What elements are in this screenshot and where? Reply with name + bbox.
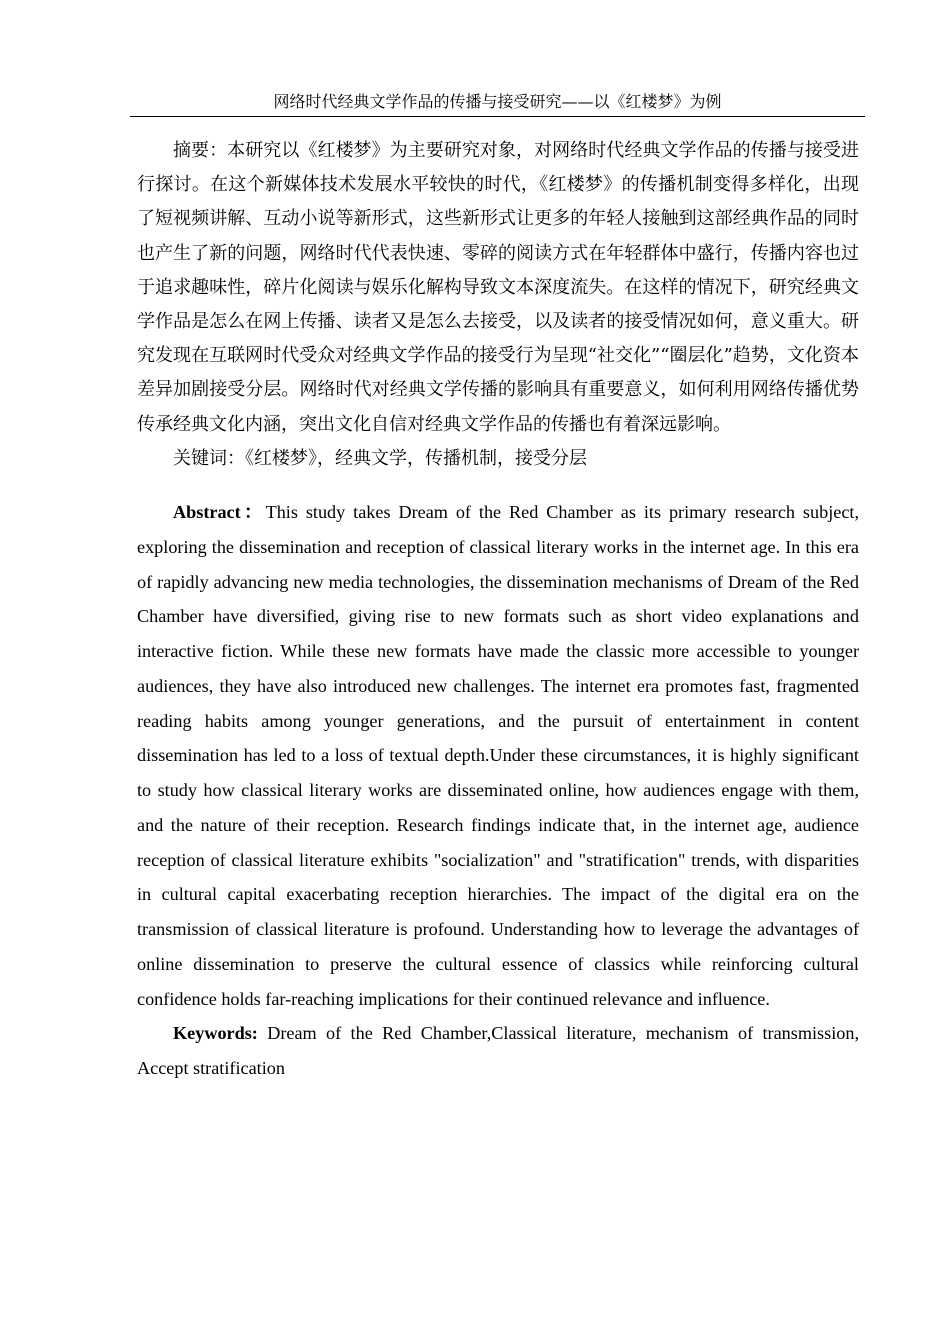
english-abstract-label: Abstract： xyxy=(173,502,266,523)
chinese-abstract-label: 摘要： xyxy=(173,140,228,161)
running-header-title: 网络时代经典文学作品的传播与接受研究——以《红楼梦》为例 xyxy=(273,92,722,111)
chinese-keywords-text: 《红楼梦》，经典文学，传播机制，接受分层 xyxy=(245,447,587,469)
chinese-abstract xyxy=(137,134,859,442)
chinese-keywords xyxy=(137,442,859,476)
english-section xyxy=(137,495,859,1086)
chinese-keywords-label: 关键词： xyxy=(173,447,245,469)
english-abstract xyxy=(137,495,859,1016)
english-keywords-text: Dream of the Red Chamber,Classical literature, mechanism of transmission, Accept stratification xyxy=(137,1023,859,1079)
chinese-abstract-text: 本研究以《红楼梦》为主要研究对象，对网络时代经典文学作品的传播与接受进行探讨。在这个新媒体技术发展水平较快的时代，《红楼梦》的传播机制变得多样化，出现了短视频讲解、互动小说等新形式，这些新形式让更多的年轻人接触到这部经典作品的同时也产生了新的问题，网络时代代表快速、零碎的阅读方式在年轻群体中盛行，传播内容也过于追求趣味性，碎片化阅读与娱乐化解构导致文本深度流失。在这样的情况下，研究经典文学作品是怎么在网上传播、读者又是怎么去接受，以及读者的接受情况如何，意义重大。研究发现在互联网时代受众对经典文学作品的接受行为呈现“社交化”“圈层化”趋势，文化资本差异加剧接受分层。网络时代对经典文学传播的影响具有重要意义，如何利用网络传播优势传承经典文化内涵，突出文化自信对经典文学作品的传播也有着深远影响。 xyxy=(137,140,860,435)
page-body xyxy=(137,134,859,1086)
english-keywords xyxy=(137,1016,859,1086)
header-divider xyxy=(130,116,865,117)
english-keywords-label: Keywords: xyxy=(173,1023,258,1044)
english-abstract-text: This study takes Dream of the Red Chamber as its primary research subject, exploring the dissemination and reception of classical literary works in the internet age. In this era of rapidly advancing new media technologies, the dissemination mechanisms of Dream of the Red Chamber have diversified, giving rise to new formats such as short video explanations and interactive fiction. While these new formats have made the classic more accessible to younger audiences, they have also introduced new challenges. The internet era promotes fast, fragmented reading habits among younger generations, and the pursuit of entertainment in content dissemination has led to a loss of textual depth.Under these circumstances, it is highly significant to study how classical literary works are disseminated online, how audiences engage with them, and the nature of their reception. Research findings indicate that, in the internet age, audience reception of classical literature exhibits "socialization" and "stratification" trends, with disparities in cultural capital exacerbating reception hierarchies. The impact of the digital era on the transmission of classical literature is profound. Understanding how to leverage the advantages of online dissemination to preserve the cultural essence of classics while reinforcing cultural confidence holds far-reaching implications for their continued relevance and influence. xyxy=(137,502,859,1009)
